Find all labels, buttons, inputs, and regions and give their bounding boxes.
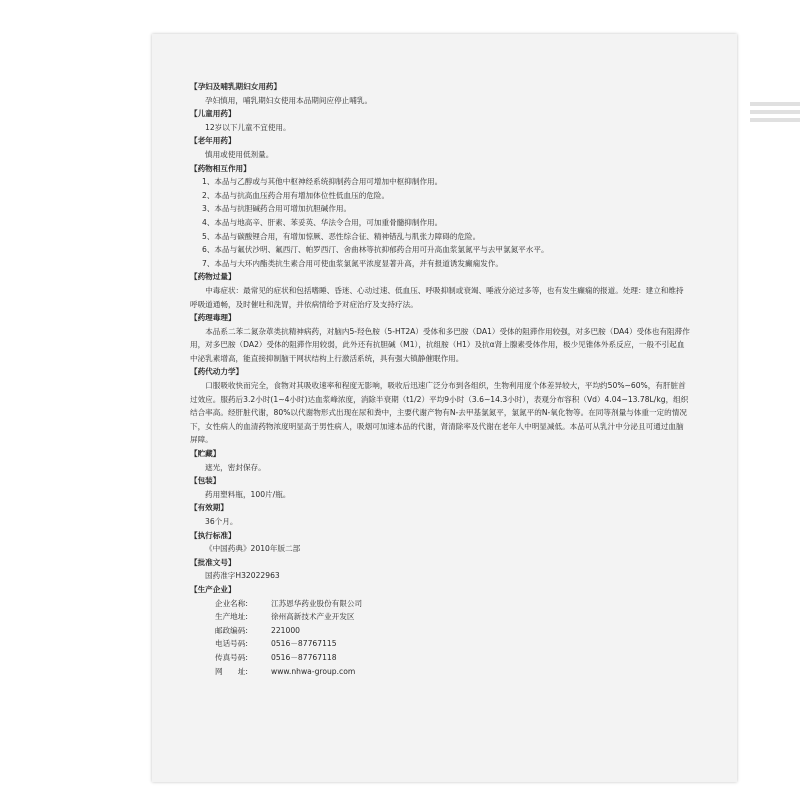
section-title-approval: 【批准文号】 <box>190 557 236 567</box>
row-label: 企业名称: <box>215 598 248 608</box>
manufacturer-row <box>190 610 690 624</box>
section-title-elderly: 【老年用药】 <box>190 136 236 146</box>
row-label: 生产地址: <box>215 612 248 622</box>
validity-text: 36个月。 <box>205 517 238 526</box>
section-title-pregnancy: 【孕妇及哺乳期妇女用药】 <box>190 82 282 91</box>
interaction-item: 7、本品与大环内酯类抗生素合用可使血浆氯氮平浓度显著升高，并有报道诱发癫痫发作。 <box>202 258 503 268</box>
manufacturer-row <box>190 597 690 611</box>
section-title-pharmacokinetics: 【药代动力学】 <box>190 367 244 377</box>
row-label: 网 址: <box>215 666 248 676</box>
section-title-manufacturer: 【生产企业】 <box>190 584 236 594</box>
interaction-item: 6、本品与氟伏沙明、氟西汀、帕罗西汀、舍曲林等抗抑郁药合用可升高血浆氯氮平与去甲氯氮平水平。 <box>202 245 549 255</box>
pharmacology-text: 本品系二苯二氮杂䓬类抗精神病药，对脑内5-羟色胺（5-HT2A）受体和多巴胺（DA1）受体的阻滞作用较强，对多巴胺（DA4）受体也有阻滞作用，对多巴胺（DA2）受体的阻滞作用较弱，此外还有抗胆碱（M1），抗组胺（H1）及抗α肾上腺素受体作用，极少见锥体外系反应，一般不引起血中泌乳素增高，能直接抑制脑干网状结构上行激活系统，具有强大镇静催眠作用。 <box>190 326 690 363</box>
pregnancy-text: 孕妇慎用，哺乳期妇女使用本品期间应停止哺乳。 <box>205 95 373 105</box>
interaction-item: 3、本品与抗胆碱药合用可增加抗胆碱作用。 <box>202 204 352 214</box>
row-label: 邮政编码: <box>215 625 248 635</box>
package-text: 药用塑料瓶，100片/瓶。 <box>205 489 291 499</box>
manufacturer-row <box>190 637 690 651</box>
section-title-interactions: 【药物相互作用】 <box>190 163 251 173</box>
interaction-item: 5、本品与碳酸锂合用，有增加惊厥、恶性综合征、精神错乱与肌张力障碍的危险。 <box>202 231 481 241</box>
section-title-standard: 【执行标准】 <box>190 530 236 540</box>
row-value: 江苏恩华药业股份有限公司 <box>271 598 363 608</box>
manufacturer-row <box>190 624 690 638</box>
interaction-item: 4、本品与地高辛、肝素、苯妥英、华法令合用，可加重骨髓抑制作用。 <box>202 217 443 227</box>
row-value: 0516－87767118 <box>271 652 337 662</box>
row-value: 221000 <box>271 625 300 635</box>
manufacturer-row <box>190 665 690 679</box>
row-label: 电话号码: <box>215 639 248 649</box>
row-value: 徐州高新技术产业开发区 <box>271 612 355 622</box>
overdose-text: 中毒症状：最常见的症状和包括嗜睡、昏迷、心动过速、低血压、呼吸抑制或衰竭、唾液分泌过多等，也有发生癫痫的报道。处理：建立和维持呼吸道通畅，及时催吐和洗胃，并依病情给予对症治疗及支持疗法。 <box>190 285 684 309</box>
approval-text: 国药准字H32022963 <box>205 571 280 581</box>
elderly-text: 慎用或使用低剂量。 <box>205 149 274 159</box>
pharmacokinetics-text: 口服吸收快而完全，食物对其吸收速率和程度无影响，吸收后迅速广泛分布到各组织，生物利用度个体差异较大，平均约50%~60%，有肝脏首过效应。服药后3.2小时(1~4小时)达血浆峰浓度，消除半衰期（t1/2）平均9小时（3.6~14.3小时），表观分布容积（Vd）4.04~13.78L/kg，组织结合率高。经肝脏代谢，80%以代谢物形式出现在尿和粪中，主要代谢产物有N-去甲基氯氮平，氯氮平的N-氧化物等。在同等剂量与体重一定的情况下，女性病人的血清药物浓度明显高于男性病人，吸烟可加速本品的代谢，肾清除率及代谢在老年人中明显减低。本品可从乳汁中分泌且可通过血脑屏障。 <box>190 381 689 445</box>
manufacturer-row <box>190 651 690 665</box>
row-value: 0516－87767115 <box>271 639 337 649</box>
row-label: 传真号码: <box>215 652 248 662</box>
interaction-item: 1、本品与乙醇或与其他中枢神经系统抑制药合用可增加中枢抑制作用。 <box>202 177 443 187</box>
section-title-children: 【儿童用药】 <box>190 109 236 119</box>
storage-text: 遮光，密封保存。 <box>205 462 266 472</box>
section-title-storage: 【贮藏】 <box>190 449 221 459</box>
section-title-package: 【包装】 <box>190 476 221 486</box>
row-value: www.nhwa-group.com <box>271 666 356 676</box>
section-title-pharmacology: 【药理毒理】 <box>190 313 236 323</box>
standard-text: 《中国药典》2010年版二部 <box>205 544 301 554</box>
section-title-overdose: 【药物过量】 <box>190 272 236 282</box>
children-text: 12岁以下儿童不宜使用。 <box>205 122 291 132</box>
interaction-item: 2、本品与抗高血压药合用有增加体位性低血压的危险。 <box>202 190 390 200</box>
bleed-through-text <box>750 98 800 138</box>
section-title-validity: 【有效期】 <box>190 503 228 513</box>
leaflet-content <box>190 80 690 678</box>
